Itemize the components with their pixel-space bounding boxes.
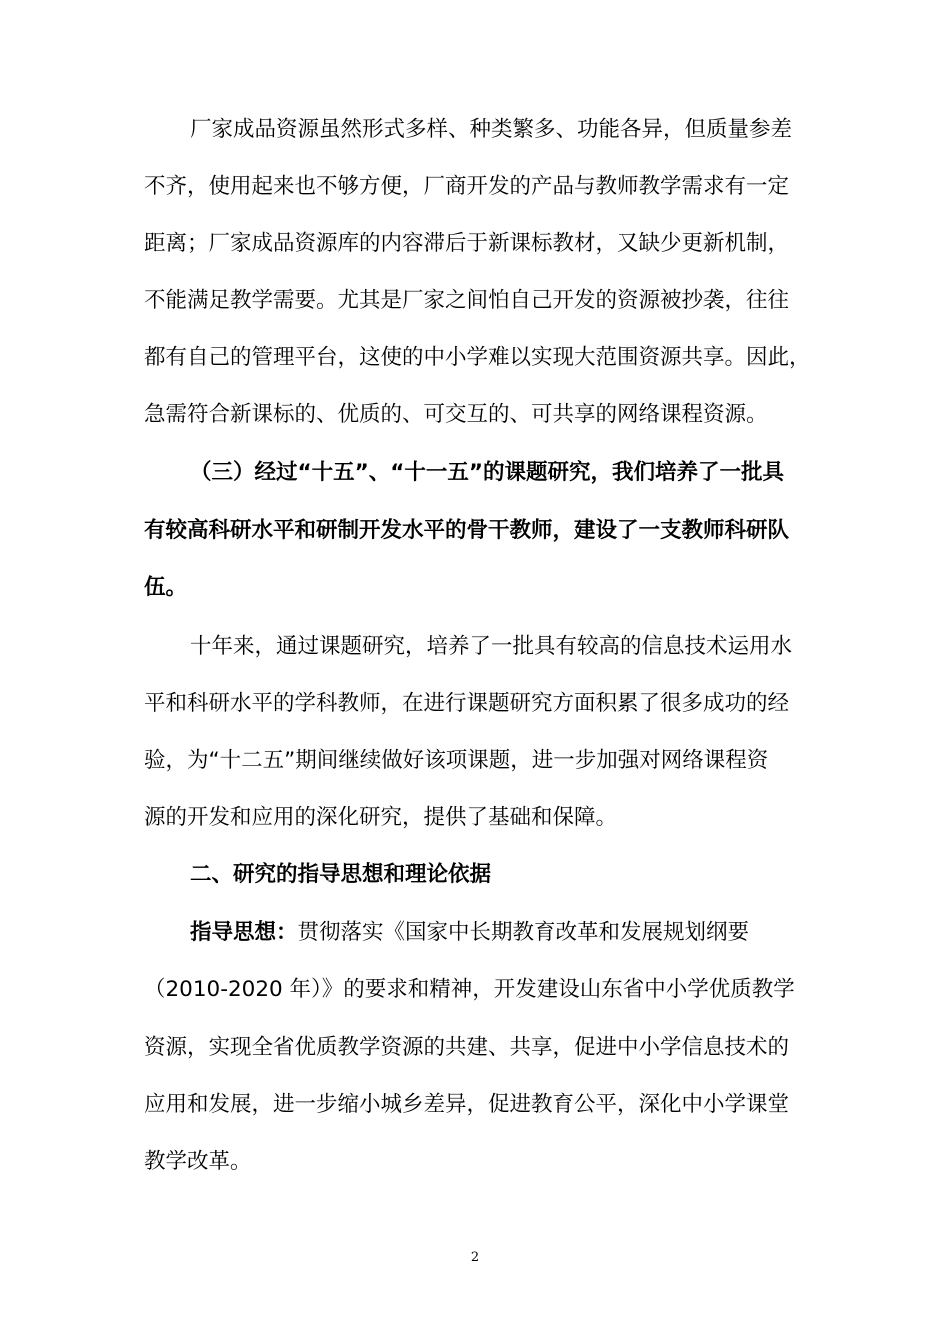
paragraph-3-line-1: 十年来，通过课题研究，培养了一批具有较高的信息技术运用水 xyxy=(190,634,793,659)
guiding-thought-lead: 指导思想： xyxy=(190,920,298,945)
paragraph-3-line-3: 验，为“十二五”期间继续做好该项课题，进一步加强对网络课程资 xyxy=(144,748,769,773)
paragraph-1-line-5: 都有自己的管理平台，这使的中小学难以实现大范围资源共享。因此， xyxy=(144,345,811,370)
section-heading-3-line-2: 有较高科研水平和研制开发水平的骨干教师，建设了一支教师科研队 xyxy=(144,518,790,543)
paragraph-3-line-4: 源的开发和应用的深化研究，提供了基础和保障。 xyxy=(144,805,618,830)
section-heading-3-line-3: 伍。 xyxy=(144,575,188,600)
guiding-thought-line-1 xyxy=(190,919,749,947)
paragraph-1-line-2: 不齐，使用起来也不够方便，厂商开发的产品与教师教学需求有一定 xyxy=(144,174,790,199)
guiding-thought-line-4: 应用和发展，进一步缩小城乡差异，促进教育公平，深化中小学课堂 xyxy=(144,1092,790,1117)
section-heading-3-line-1: （三）经过“十五”、“十一五”的课题研究，我们培养了一批具 xyxy=(190,460,785,485)
guiding-thought-text: 贯彻落实《国家中长期教育改革和发展规划纲要 xyxy=(297,920,750,945)
paragraph-1-line-1: 厂家成品资源虽然形式多样、种类繁多、功能各异，但质量参差 xyxy=(190,117,793,142)
page-number: 2 xyxy=(470,1250,480,1265)
guiding-thought-line-5: 教学改革。 xyxy=(144,1149,252,1174)
guiding-thought-line-2: （2010-2020 年）》的要求和精神，开发建设山东省中小学优质教学 xyxy=(144,977,795,1002)
guiding-thought-line-3: 资源，实现全省优质教学资源的共建、共享，促进中小学信息技术的 xyxy=(144,1035,790,1060)
paragraph-1-line-4: 不能满足教学需要。尤其是厂家之间怕自己开发的资源被抄袭，往往 xyxy=(144,288,790,313)
paragraph-3-line-2: 平和科研水平的学科教师，在进行课题研究方面积累了很多成功的经 xyxy=(144,691,790,716)
section-heading-2: 二、研究的指导思想和理论依据 xyxy=(190,862,492,887)
paragraph-1-line-6: 急需符合新课标的、优质的、可交互的、可共享的网络课程资源。 xyxy=(144,402,768,427)
paragraph-1-line-3: 距离；厂家成品资源库的内容滞后于新课标教材，又缺少更新机制， xyxy=(144,231,790,256)
